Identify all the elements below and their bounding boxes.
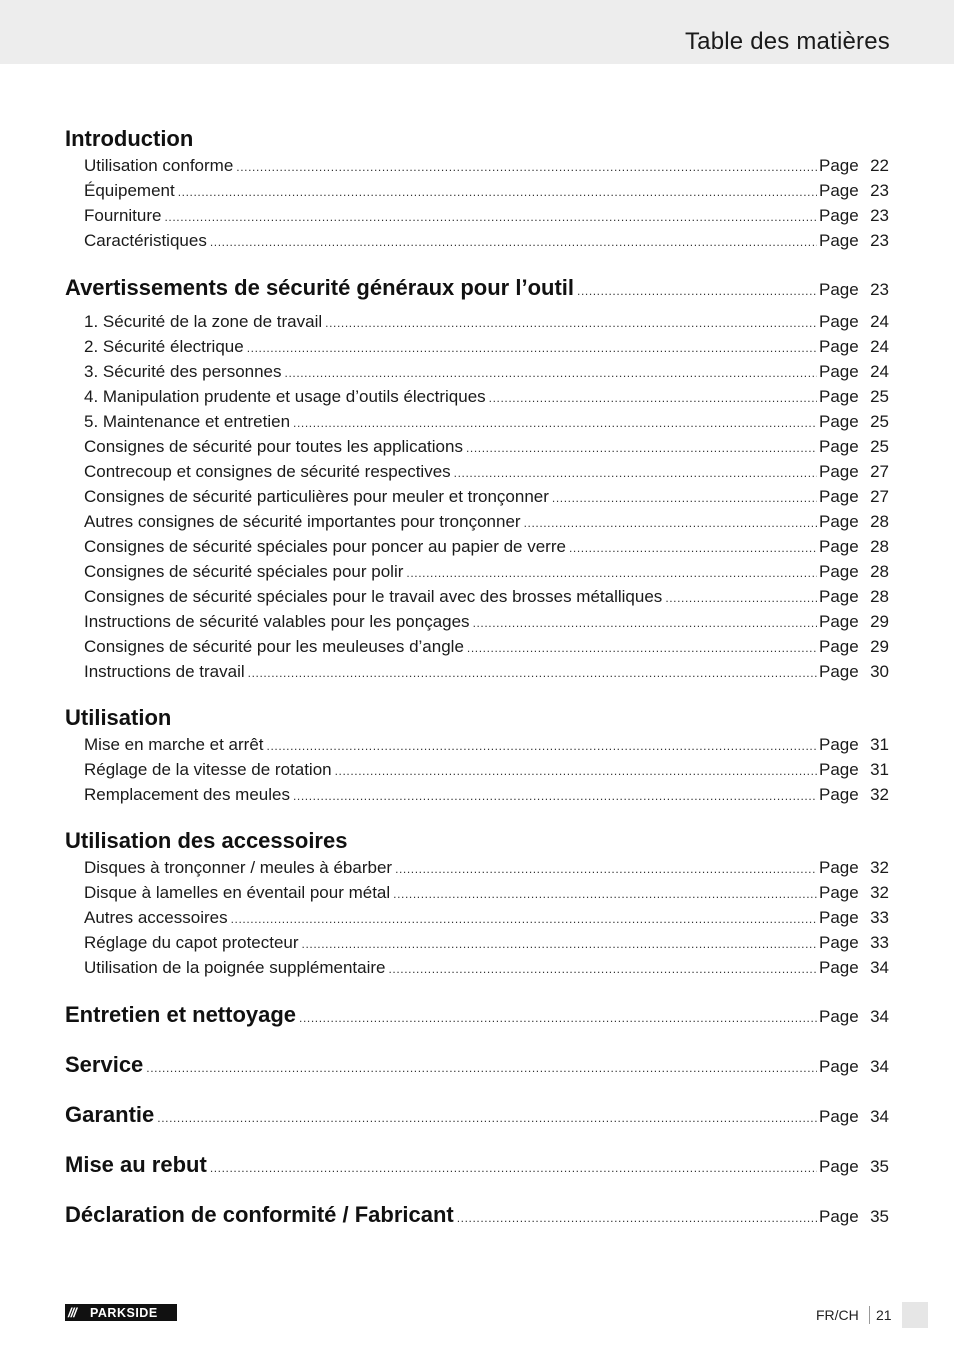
- toc-entry-label: Disque à lamelles en éventail pour métal: [84, 883, 391, 902]
- page-word: Page: [819, 760, 859, 779]
- toc-entry-label: Mise en marche et arrêt: [84, 735, 264, 754]
- toc-entry[interactable]: [65, 178, 889, 203]
- toc-entry[interactable]: [65, 855, 889, 880]
- toc-heading-text: Avertissements de sécurité généraux pour l’outil: [65, 275, 575, 300]
- leader-dots: [293, 411, 817, 436]
- leader-dots: [406, 561, 817, 586]
- page-number: 24: [870, 362, 889, 381]
- toc-heading[interactable]: [65, 1148, 889, 1186]
- toc-entry-label: 2. Sécurité électrique: [84, 337, 244, 356]
- page-word: Page: [819, 637, 859, 656]
- toc-heading-text: Utilisation: [65, 705, 172, 730]
- toc-entry-label: Consignes de sécurité spéciales pour poncer au papier de verre: [84, 537, 566, 556]
- page-number: 34: [870, 1107, 889, 1126]
- toc-entry[interactable]: [65, 384, 889, 409]
- page-word: Page: [819, 1157, 859, 1176]
- page-number: 22: [870, 156, 889, 175]
- toc-section-declaration: [65, 1198, 889, 1236]
- page-word: Page: [819, 537, 859, 556]
- page-word: Page: [819, 562, 859, 581]
- leader-dots: [210, 1149, 817, 1187]
- toc-entry-label: Autres accessoires: [84, 908, 228, 927]
- page-word: Page: [819, 858, 859, 877]
- toc-entry-label: Consignes de sécurité spéciales pour le travail avec des brosses métalliques: [84, 587, 663, 606]
- leader-dots: [231, 907, 817, 932]
- page-word: Page: [819, 437, 859, 456]
- toc-entry-label: Contrecoup et consignes de sécurité respectives: [84, 462, 451, 481]
- toc-entry-label: Utilisation de la poignée supplémentaire: [84, 958, 386, 977]
- page-word: Page: [819, 362, 859, 381]
- toc-entry[interactable]: [65, 609, 889, 634]
- leader-dots: [552, 486, 817, 511]
- page-ref: [819, 757, 889, 782]
- toc-section-accessoires: [65, 825, 889, 980]
- page-word: Page: [819, 1107, 859, 1126]
- toc-entry[interactable]: [65, 203, 889, 228]
- leader-dots: [466, 436, 817, 461]
- leader-dots: [178, 180, 817, 205]
- locale-label: FR/CH: [816, 1307, 859, 1323]
- page-ref: [819, 459, 889, 484]
- toc-entry-label: Disques à tronçonner / meules à ébarber: [84, 858, 393, 877]
- page-ref: [819, 855, 889, 880]
- page-word: Page: [819, 908, 859, 927]
- page-number: 32: [870, 883, 889, 902]
- page-number: 32: [870, 785, 889, 804]
- toc-entry-label: Consignes de sécurité spéciales pour polir: [84, 562, 404, 581]
- page-number: 32: [870, 858, 889, 877]
- toc-entry-label: 3. Sécurité des personnes: [84, 362, 282, 381]
- toc-entry[interactable]: [65, 459, 889, 484]
- leader-dots: [236, 155, 817, 180]
- toc-entry[interactable]: [65, 559, 889, 584]
- page-word: Page: [819, 662, 859, 681]
- toc-heading-text: Introduction: [65, 126, 194, 151]
- toc-section-introduction: [65, 123, 889, 253]
- logo-slashes-icon: ///: [68, 1305, 76, 1320]
- page-number: 35: [870, 1207, 889, 1226]
- page-ref: [819, 559, 889, 584]
- toc-entry[interactable]: [65, 228, 889, 253]
- toc-section-entretien: [65, 998, 889, 1036]
- page-word: Page: [819, 312, 859, 331]
- page-word: Page: [819, 1207, 859, 1226]
- page-ref: [819, 782, 889, 807]
- page-ref: [819, 880, 889, 905]
- page-number: 27: [870, 487, 889, 506]
- leader-dots: [164, 205, 817, 230]
- toc-entry[interactable]: [65, 880, 889, 905]
- leader-dots: [393, 882, 817, 907]
- leader-dots: [388, 957, 817, 982]
- page-word: Page: [819, 206, 859, 225]
- page-ref: [819, 905, 889, 930]
- toc-heading-text: Utilisation des accessoires: [65, 828, 348, 853]
- logo-text: PARKSIDE: [90, 1305, 158, 1320]
- toc-heading-text: Déclaration de conformité / Fabricant: [65, 1202, 454, 1227]
- toc-heading: [65, 123, 889, 153]
- page-ref: [819, 178, 889, 203]
- page-ref: [819, 334, 889, 359]
- leader-dots: [395, 857, 817, 882]
- leader-dots: [335, 759, 817, 784]
- page-word: Page: [819, 280, 859, 299]
- page-number: 34: [870, 1007, 889, 1026]
- toc-entry[interactable]: [65, 782, 889, 807]
- toc-entry[interactable]: [65, 509, 889, 534]
- leader-dots: [285, 361, 817, 386]
- toc-heading-text: Garantie: [65, 1102, 155, 1127]
- toc-entry-label: Équipement: [84, 181, 175, 200]
- page-ref: [819, 409, 889, 434]
- footer-tab-marker: [902, 1302, 928, 1328]
- page-number: 33: [870, 933, 889, 952]
- page-word: Page: [819, 487, 859, 506]
- page-number-footer: 21: [876, 1307, 892, 1323]
- toc-entry[interactable]: [65, 634, 889, 659]
- leader-dots: [473, 611, 817, 636]
- toc-entry-label: Consignes de sécurité particulières pour meuler et tronçonner: [84, 487, 549, 506]
- toc-entry-label: Réglage de la vitesse de rotation: [84, 760, 332, 779]
- toc-section-garantie: [65, 1098, 889, 1136]
- toc-entry-label: Utilisation conforme: [84, 156, 234, 175]
- toc-entry[interactable]: [65, 309, 889, 334]
- toc-section-avertissements: [65, 271, 889, 684]
- toc-heading[interactable]: [65, 1048, 889, 1086]
- leader-dots: [299, 999, 817, 1037]
- leader-dots: [267, 734, 817, 759]
- page-word: Page: [819, 181, 859, 200]
- toc-heading-text: Service: [65, 1052, 144, 1077]
- page-number: 28: [870, 537, 889, 556]
- page-word: Page: [819, 156, 859, 175]
- page-word: Page: [819, 462, 859, 481]
- toc-entry[interactable]: [65, 534, 889, 559]
- toc-heading: [65, 825, 889, 855]
- toc-entry[interactable]: [65, 409, 889, 434]
- leader-dots: [248, 661, 817, 686]
- page-word: Page: [819, 387, 859, 406]
- page-ref: [819, 1148, 889, 1186]
- page-number: 25: [870, 412, 889, 431]
- toc-heading: [65, 702, 889, 732]
- page-number: 28: [870, 512, 889, 531]
- toc-section-utilisation: [65, 702, 889, 807]
- page-number: 28: [870, 587, 889, 606]
- page-word: Page: [819, 612, 859, 631]
- toc-entry[interactable]: [65, 732, 889, 757]
- toc-entry-label: Consignes de sécurité pour toutes les applications: [84, 437, 463, 456]
- page-number: 31: [870, 760, 889, 779]
- page-number: 27: [870, 462, 889, 481]
- page-word: Page: [819, 958, 859, 977]
- page-ref: [819, 271, 889, 309]
- page-number: 23: [870, 206, 889, 225]
- page-word: Page: [819, 785, 859, 804]
- page-number: 34: [870, 958, 889, 977]
- toc-entry-label: 4. Manipulation prudente et usage d’outils électriques: [84, 387, 486, 406]
- page-ref: [819, 1048, 889, 1086]
- toc-section-service: [65, 1048, 889, 1086]
- toc-entry-label: Autres consignes de sécurité importantes pour tronçonner: [84, 512, 521, 531]
- leader-dots: [302, 932, 817, 957]
- page-ref: [819, 534, 889, 559]
- page-ref: [819, 930, 889, 955]
- toc-entry[interactable]: [65, 359, 889, 384]
- leader-dots: [454, 461, 817, 486]
- leader-dots: [247, 336, 817, 361]
- leader-dots: [325, 311, 817, 336]
- toc-entry-label: 5. Maintenance et entretien: [84, 412, 291, 431]
- page-ref: [819, 384, 889, 409]
- page-number: 34: [870, 1057, 889, 1076]
- page-ref: [819, 584, 889, 609]
- leader-dots: [457, 1199, 817, 1237]
- leader-dots: [467, 636, 817, 661]
- page-number: 25: [870, 437, 889, 456]
- leader-dots: [524, 511, 817, 536]
- page-number: 23: [870, 231, 889, 250]
- toc-section-rebut: [65, 1148, 889, 1186]
- page-ref: [819, 955, 889, 980]
- toc-heading[interactable]: [65, 1098, 889, 1136]
- toc-heading[interactable]: [65, 998, 889, 1036]
- toc-entry-label: 1. Sécurité de la zone de travail: [84, 312, 323, 331]
- page-number: 25: [870, 387, 889, 406]
- toc-entry-label: Fourniture: [84, 206, 162, 225]
- page-word: Page: [819, 412, 859, 431]
- page-word: Page: [819, 883, 859, 902]
- page-title: Table des matières: [684, 28, 890, 55]
- page-word: Page: [819, 512, 859, 531]
- toc-entry[interactable]: [65, 659, 889, 684]
- page-number: 23: [870, 181, 889, 200]
- page-ref: [819, 484, 889, 509]
- page-number: 35: [870, 1157, 889, 1176]
- page-number: 29: [870, 637, 889, 656]
- page-number: 33: [870, 908, 889, 927]
- page-ref: [819, 309, 889, 334]
- page-ref: [819, 359, 889, 384]
- page-word: Page: [819, 587, 859, 606]
- toc-entry-label: Instructions de sécurité valables pour les ponçages: [84, 612, 470, 631]
- toc-entry[interactable]: [65, 153, 889, 178]
- page-word: Page: [819, 933, 859, 952]
- page-word: Page: [819, 735, 859, 754]
- toc-heading-text: Mise au rebut: [65, 1152, 207, 1177]
- leader-dots: [210, 230, 817, 255]
- page-number: 24: [870, 312, 889, 331]
- page-word: Page: [819, 1057, 859, 1076]
- parkside-logo: [65, 1304, 177, 1321]
- toc-entry-label: Consignes de sécurité pour les meuleuses d’angle: [84, 637, 464, 656]
- leader-dots: [157, 1099, 817, 1137]
- page-number: 23: [870, 280, 889, 299]
- toc-entry[interactable]: [65, 955, 889, 980]
- page-number: 24: [870, 337, 889, 356]
- page-number: 31: [870, 735, 889, 754]
- footer-divider: [869, 1306, 870, 1324]
- page-ref: [819, 609, 889, 634]
- table-of-contents: [65, 123, 889, 1248]
- toc-heading[interactable]: [65, 271, 889, 309]
- page-number: 29: [870, 612, 889, 631]
- toc-entry[interactable]: [65, 757, 889, 782]
- page-word: Page: [819, 1007, 859, 1026]
- page-ref: [819, 153, 889, 178]
- leader-dots: [146, 1049, 817, 1087]
- page-ref: [819, 1198, 889, 1236]
- page-ref: [819, 998, 889, 1036]
- toc-entry-label: Réglage du capot protecteur: [84, 933, 299, 952]
- leader-dots: [569, 536, 817, 561]
- toc-entry[interactable]: [65, 905, 889, 930]
- leader-dots: [489, 386, 817, 411]
- page-ref: [819, 634, 889, 659]
- leader-dots: [293, 784, 817, 809]
- page-number: 28: [870, 562, 889, 581]
- toc-entry-label: Remplacement des meules: [84, 785, 290, 804]
- page-ref: [819, 228, 889, 253]
- toc-entry[interactable]: [65, 334, 889, 359]
- page-ref: [819, 203, 889, 228]
- page-ref: [819, 659, 889, 684]
- page-ref: [819, 509, 889, 534]
- toc-entry-label: Instructions de travail: [84, 662, 245, 681]
- toc-entry-label: Caractéristiques: [84, 231, 207, 250]
- page-ref: [819, 1098, 889, 1136]
- page-ref: [819, 732, 889, 757]
- toc-entry[interactable]: [65, 434, 889, 459]
- leader-dots: [577, 272, 817, 310]
- toc-heading-text: Entretien et nettoyage: [65, 1002, 297, 1027]
- toc-entry[interactable]: [65, 584, 889, 609]
- toc-entry[interactable]: [65, 484, 889, 509]
- page-ref: [819, 434, 889, 459]
- page-word: Page: [819, 337, 859, 356]
- page-word: Page: [819, 231, 859, 250]
- toc-heading[interactable]: [65, 1198, 889, 1236]
- page-number: 30: [870, 662, 889, 681]
- toc-entry[interactable]: [65, 930, 889, 955]
- leader-dots: [665, 586, 817, 611]
